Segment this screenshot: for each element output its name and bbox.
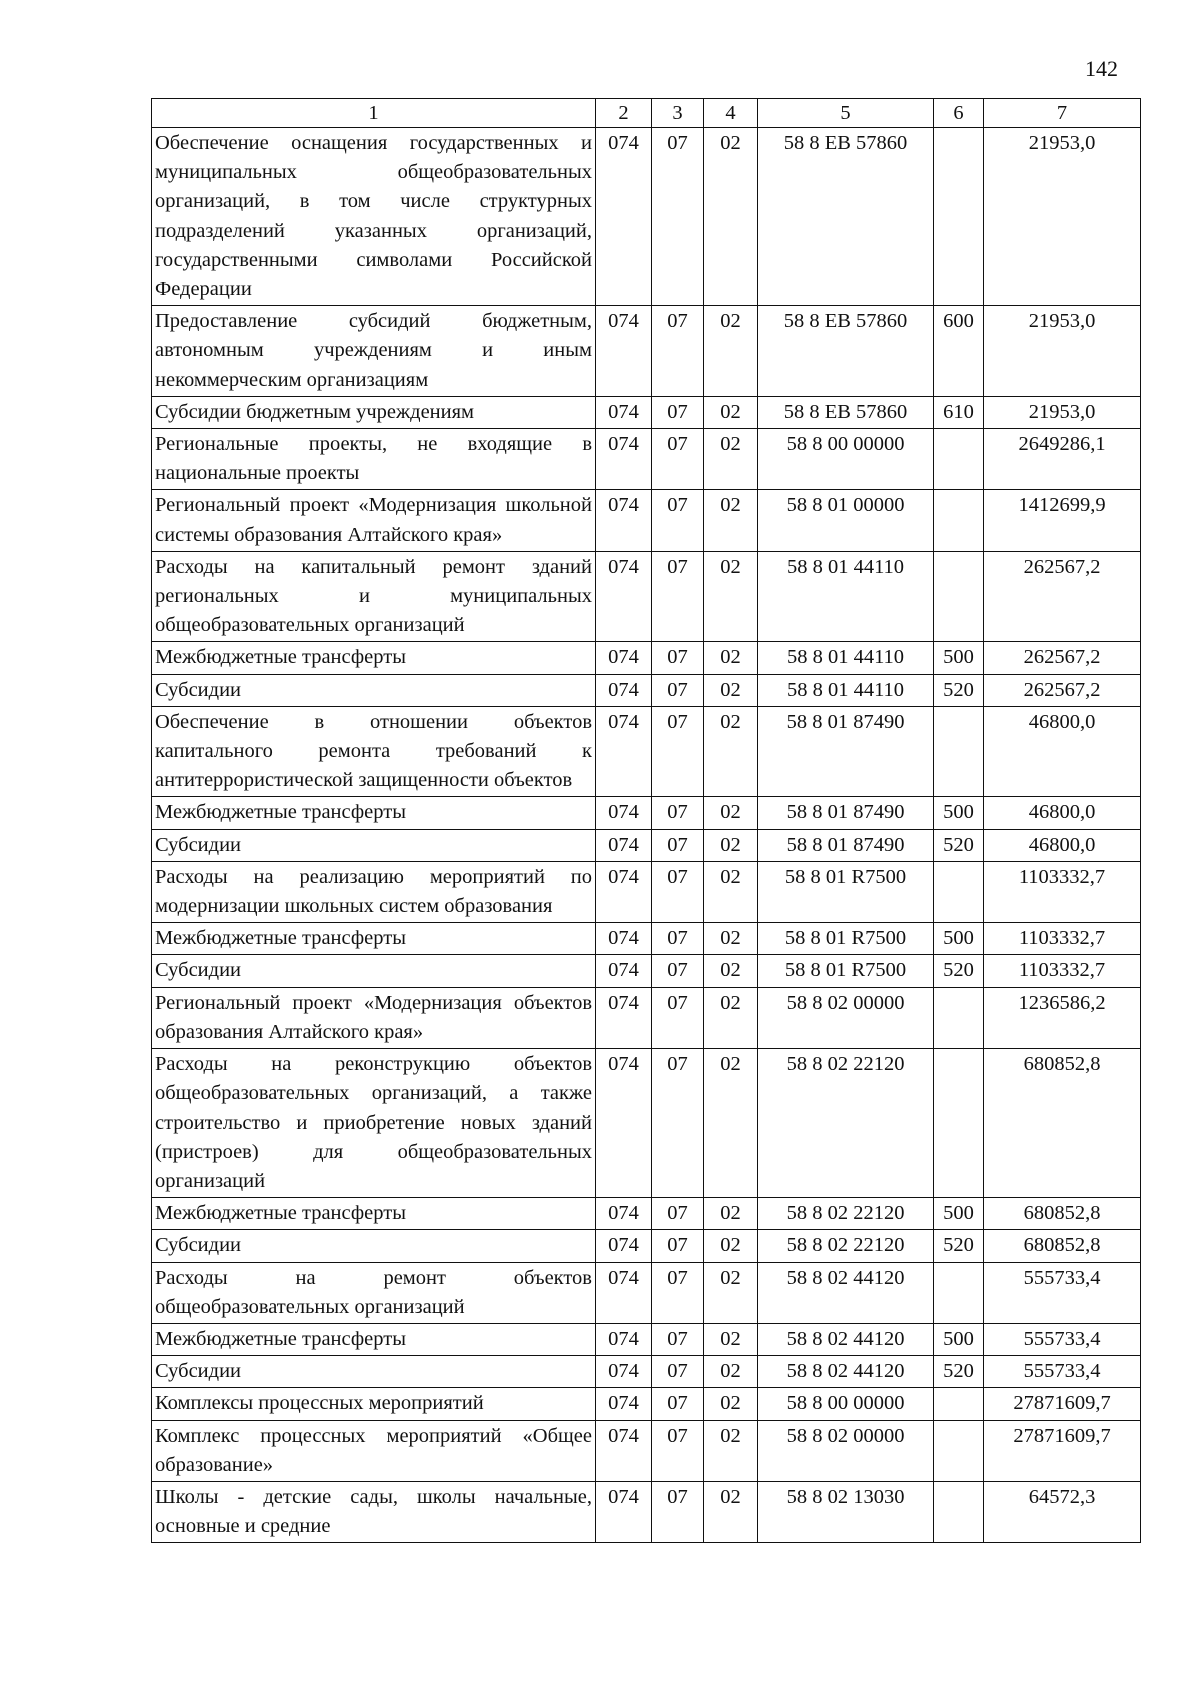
item-name: Субсидии bbox=[152, 829, 596, 861]
ministry-code: 074 bbox=[596, 923, 652, 955]
ministry-code: 074 bbox=[596, 1420, 652, 1481]
section-code: 07 bbox=[652, 797, 704, 829]
amount: 46800,0 bbox=[984, 797, 1141, 829]
section-code: 07 bbox=[652, 923, 704, 955]
amount: 680852,8 bbox=[984, 1230, 1141, 1262]
target-article-code: 58 8 02 44120 bbox=[758, 1356, 934, 1388]
ministry-code: 074 bbox=[596, 706, 652, 797]
target-article-code: 58 8 01 R7500 bbox=[758, 861, 934, 922]
expense-type-code bbox=[934, 1420, 984, 1481]
amount: 680852,8 bbox=[984, 1049, 1141, 1198]
ministry-code: 074 bbox=[596, 642, 652, 674]
table-row bbox=[152, 396, 1141, 428]
section-code: 07 bbox=[652, 674, 704, 706]
page-number: 142 bbox=[1085, 56, 1118, 81]
item-name: Школы - детские сады, школы начальные, основные и средние bbox=[152, 1481, 596, 1542]
amount: 262567,2 bbox=[984, 642, 1141, 674]
ministry-code: 074 bbox=[596, 987, 652, 1048]
section-code: 07 bbox=[652, 1420, 704, 1481]
column-number: 3 bbox=[652, 99, 704, 128]
amount: 2649286,1 bbox=[984, 429, 1141, 490]
expense-type-code bbox=[934, 429, 984, 490]
amount: 46800,0 bbox=[984, 829, 1141, 861]
amount: 1412699,9 bbox=[984, 490, 1141, 551]
section-code: 07 bbox=[652, 551, 704, 642]
table-row bbox=[152, 1230, 1141, 1262]
subsection-code: 02 bbox=[704, 1481, 758, 1542]
ministry-code: 074 bbox=[596, 861, 652, 922]
item-name: Комплекс процессных мероприятий «Общее образование» bbox=[152, 1420, 596, 1481]
subsection-code: 02 bbox=[704, 306, 758, 397]
table-row bbox=[152, 1356, 1141, 1388]
ministry-code: 074 bbox=[596, 1049, 652, 1198]
amount: 21953,0 bbox=[984, 128, 1141, 306]
expense-type-code bbox=[934, 1049, 984, 1198]
target-article-code: 58 8 02 44120 bbox=[758, 1262, 934, 1323]
target-article-code: 58 8 01 44110 bbox=[758, 551, 934, 642]
table-row bbox=[152, 987, 1141, 1048]
subsection-code: 02 bbox=[704, 706, 758, 797]
item-name: Субсидии bbox=[152, 955, 596, 987]
table-row bbox=[152, 706, 1141, 797]
ministry-code: 074 bbox=[596, 674, 652, 706]
section-code: 07 bbox=[652, 1262, 704, 1323]
expense-type-code: 500 bbox=[934, 642, 984, 674]
amount: 555733,4 bbox=[984, 1356, 1141, 1388]
expense-type-code: 500 bbox=[934, 923, 984, 955]
target-article-code: 58 8 01 87490 bbox=[758, 829, 934, 861]
amount: 27871609,7 bbox=[984, 1388, 1141, 1420]
ministry-code: 074 bbox=[596, 1198, 652, 1230]
target-article-code: 58 8 00 00000 bbox=[758, 429, 934, 490]
subsection-code: 02 bbox=[704, 1420, 758, 1481]
subsection-code: 02 bbox=[704, 987, 758, 1048]
expense-type-code bbox=[934, 706, 984, 797]
subsection-code: 02 bbox=[704, 1356, 758, 1388]
subsection-code: 02 bbox=[704, 955, 758, 987]
table-row bbox=[152, 955, 1141, 987]
column-number: 1 bbox=[152, 99, 596, 128]
section-code: 07 bbox=[652, 306, 704, 397]
expense-type-code: 610 bbox=[934, 396, 984, 428]
ministry-code: 074 bbox=[596, 551, 652, 642]
table-row bbox=[152, 551, 1141, 642]
ministry-code: 074 bbox=[596, 1323, 652, 1355]
section-code: 07 bbox=[652, 396, 704, 428]
item-name: Комплексы процессных мероприятий bbox=[152, 1388, 596, 1420]
item-name: Региональный проект «Модернизация объектов образования Алтайского края» bbox=[152, 987, 596, 1048]
table-row bbox=[152, 642, 1141, 674]
amount: 262567,2 bbox=[984, 674, 1141, 706]
section-code: 07 bbox=[652, 706, 704, 797]
ministry-code: 074 bbox=[596, 829, 652, 861]
expense-type-code: 520 bbox=[934, 829, 984, 861]
amount: 1236586,2 bbox=[984, 987, 1141, 1048]
table-row bbox=[152, 1198, 1141, 1230]
target-article-code: 58 8 02 22120 bbox=[758, 1198, 934, 1230]
table-row bbox=[152, 923, 1141, 955]
budget-table bbox=[151, 98, 1141, 1543]
subsection-code: 02 bbox=[704, 1049, 758, 1198]
expense-type-code: 600 bbox=[934, 306, 984, 397]
ministry-code: 074 bbox=[596, 1230, 652, 1262]
section-code: 07 bbox=[652, 861, 704, 922]
column-number: 6 bbox=[934, 99, 984, 128]
section-code: 07 bbox=[652, 1388, 704, 1420]
target-article-code: 58 8 01 87490 bbox=[758, 706, 934, 797]
column-number: 7 bbox=[984, 99, 1141, 128]
amount: 1103332,7 bbox=[984, 923, 1141, 955]
target-article-code: 58 8 01 R7500 bbox=[758, 923, 934, 955]
amount: 64572,3 bbox=[984, 1481, 1141, 1542]
target-article-code: 58 8 01 R7500 bbox=[758, 955, 934, 987]
expense-type-code bbox=[934, 987, 984, 1048]
item-name: Субсидии bbox=[152, 1356, 596, 1388]
item-name: Региональные проекты, не входящие в национальные проекты bbox=[152, 429, 596, 490]
subsection-code: 02 bbox=[704, 923, 758, 955]
expense-type-code bbox=[934, 861, 984, 922]
item-name: Субсидии bbox=[152, 674, 596, 706]
table-row bbox=[152, 429, 1141, 490]
subsection-code: 02 bbox=[704, 128, 758, 306]
item-name: Расходы на капитальный ремонт зданий региональных и муниципальных общеобразовательных организаций bbox=[152, 551, 596, 642]
amount: 1103332,7 bbox=[984, 861, 1141, 922]
target-article-code: 58 8 00 00000 bbox=[758, 1388, 934, 1420]
expense-type-code: 500 bbox=[934, 1323, 984, 1355]
subsection-code: 02 bbox=[704, 1198, 758, 1230]
table-row bbox=[152, 1049, 1141, 1198]
table-row bbox=[152, 490, 1141, 551]
amount: 555733,4 bbox=[984, 1262, 1141, 1323]
item-name: Расходы на ремонт объектов общеобразовательных организаций bbox=[152, 1262, 596, 1323]
expense-type-code: 520 bbox=[934, 1230, 984, 1262]
section-code: 07 bbox=[652, 128, 704, 306]
section-code: 07 bbox=[652, 1323, 704, 1355]
table-row bbox=[152, 674, 1141, 706]
section-code: 07 bbox=[652, 955, 704, 987]
target-article-code: 58 8 02 44120 bbox=[758, 1323, 934, 1355]
item-name: Расходы на реализацию мероприятий по модернизации школьных систем образования bbox=[152, 861, 596, 922]
item-name: Расходы на реконструкцию объектов общеобразовательных организаций, а также строительство и приобретение новых зданий (пристроев) для общеобразовательных организаций bbox=[152, 1049, 596, 1198]
ministry-code: 074 bbox=[596, 128, 652, 306]
ministry-code: 074 bbox=[596, 306, 652, 397]
expense-type-code bbox=[934, 490, 984, 551]
amount: 21953,0 bbox=[984, 396, 1141, 428]
target-article-code: 58 8 ЕВ 57860 bbox=[758, 306, 934, 397]
section-code: 07 bbox=[652, 1230, 704, 1262]
target-article-code: 58 8 02 00000 bbox=[758, 987, 934, 1048]
ministry-code: 074 bbox=[596, 797, 652, 829]
item-name: Региональный проект «Модернизация школьной системы образования Алтайского края» bbox=[152, 490, 596, 551]
amount: 46800,0 bbox=[984, 706, 1141, 797]
expense-type-code bbox=[934, 128, 984, 306]
subsection-code: 02 bbox=[704, 1323, 758, 1355]
expense-type-code bbox=[934, 1481, 984, 1542]
item-name: Межбюджетные трансферты bbox=[152, 1323, 596, 1355]
section-code: 07 bbox=[652, 490, 704, 551]
amount: 555733,4 bbox=[984, 1323, 1141, 1355]
subsection-code: 02 bbox=[704, 490, 758, 551]
subsection-code: 02 bbox=[704, 1388, 758, 1420]
table-row bbox=[152, 306, 1141, 397]
ministry-code: 074 bbox=[596, 429, 652, 490]
column-number: 4 bbox=[704, 99, 758, 128]
item-name: Межбюджетные трансферты bbox=[152, 797, 596, 829]
section-code: 07 bbox=[652, 642, 704, 674]
expense-type-code bbox=[934, 1388, 984, 1420]
section-code: 07 bbox=[652, 429, 704, 490]
column-number: 5 bbox=[758, 99, 934, 128]
ministry-code: 074 bbox=[596, 396, 652, 428]
column-number-row bbox=[152, 99, 1141, 128]
item-name: Предоставление субсидий бюджетным, автономным учреждениям и иным некоммерческим организациям bbox=[152, 306, 596, 397]
subsection-code: 02 bbox=[704, 1262, 758, 1323]
expense-type-code: 520 bbox=[934, 674, 984, 706]
amount: 262567,2 bbox=[984, 551, 1141, 642]
table-row bbox=[152, 128, 1141, 306]
section-code: 07 bbox=[652, 1481, 704, 1542]
table-row bbox=[152, 861, 1141, 922]
item-name: Субсидии bbox=[152, 1230, 596, 1262]
subsection-code: 02 bbox=[704, 642, 758, 674]
amount: 21953,0 bbox=[984, 306, 1141, 397]
target-article-code: 58 8 01 00000 bbox=[758, 490, 934, 551]
table-row bbox=[152, 1481, 1141, 1542]
table-body bbox=[152, 128, 1141, 1543]
section-code: 07 bbox=[652, 987, 704, 1048]
expense-type-code bbox=[934, 551, 984, 642]
amount: 1103332,7 bbox=[984, 955, 1141, 987]
expense-type-code: 500 bbox=[934, 797, 984, 829]
subsection-code: 02 bbox=[704, 551, 758, 642]
target-article-code: 58 8 02 22120 bbox=[758, 1230, 934, 1262]
target-article-code: 58 8 02 22120 bbox=[758, 1049, 934, 1198]
subsection-code: 02 bbox=[704, 829, 758, 861]
target-article-code: 58 8 01 44110 bbox=[758, 674, 934, 706]
amount: 27871609,7 bbox=[984, 1420, 1141, 1481]
expense-type-code: 520 bbox=[934, 955, 984, 987]
target-article-code: 58 8 01 87490 bbox=[758, 797, 934, 829]
table-row bbox=[152, 829, 1141, 861]
amount: 680852,8 bbox=[984, 1198, 1141, 1230]
target-article-code: 58 8 02 00000 bbox=[758, 1420, 934, 1481]
ministry-code: 074 bbox=[596, 1262, 652, 1323]
subsection-code: 02 bbox=[704, 674, 758, 706]
subsection-code: 02 bbox=[704, 1230, 758, 1262]
expense-type-code bbox=[934, 1262, 984, 1323]
target-article-code: 58 8 02 13030 bbox=[758, 1481, 934, 1542]
item-name: Межбюджетные трансферты bbox=[152, 923, 596, 955]
table-row bbox=[152, 1323, 1141, 1355]
section-code: 07 bbox=[652, 1049, 704, 1198]
target-article-code: 58 8 ЕВ 57860 bbox=[758, 396, 934, 428]
table-row bbox=[152, 797, 1141, 829]
subsection-code: 02 bbox=[704, 429, 758, 490]
section-code: 07 bbox=[652, 1356, 704, 1388]
subsection-code: 02 bbox=[704, 861, 758, 922]
ministry-code: 074 bbox=[596, 1356, 652, 1388]
section-code: 07 bbox=[652, 1198, 704, 1230]
table-row bbox=[152, 1388, 1141, 1420]
expense-type-code: 500 bbox=[934, 1198, 984, 1230]
item-name: Межбюджетные трансферты bbox=[152, 642, 596, 674]
item-name: Обеспечение в отношении объектов капитального ремонта требований к антитеррористической защищенности объектов bbox=[152, 706, 596, 797]
ministry-code: 074 bbox=[596, 1388, 652, 1420]
ministry-code: 074 bbox=[596, 1481, 652, 1542]
ministry-code: 074 bbox=[596, 490, 652, 551]
section-code: 07 bbox=[652, 829, 704, 861]
item-name: Обеспечение оснащения государственных и муниципальных общеобразовательных организаций, в том числе структурных подразделений указанных организаций, государственными символами Российской Федерации bbox=[152, 128, 596, 306]
item-name: Межбюджетные трансферты bbox=[152, 1198, 596, 1230]
table-row bbox=[152, 1262, 1141, 1323]
target-article-code: 58 8 01 44110 bbox=[758, 642, 934, 674]
subsection-code: 02 bbox=[704, 797, 758, 829]
table-row bbox=[152, 1420, 1141, 1481]
ministry-code: 074 bbox=[596, 955, 652, 987]
target-article-code: 58 8 ЕВ 57860 bbox=[758, 128, 934, 306]
expense-type-code: 520 bbox=[934, 1356, 984, 1388]
column-number: 2 bbox=[596, 99, 652, 128]
subsection-code: 02 bbox=[704, 396, 758, 428]
item-name: Субсидии бюджетным учреждениям bbox=[152, 396, 596, 428]
